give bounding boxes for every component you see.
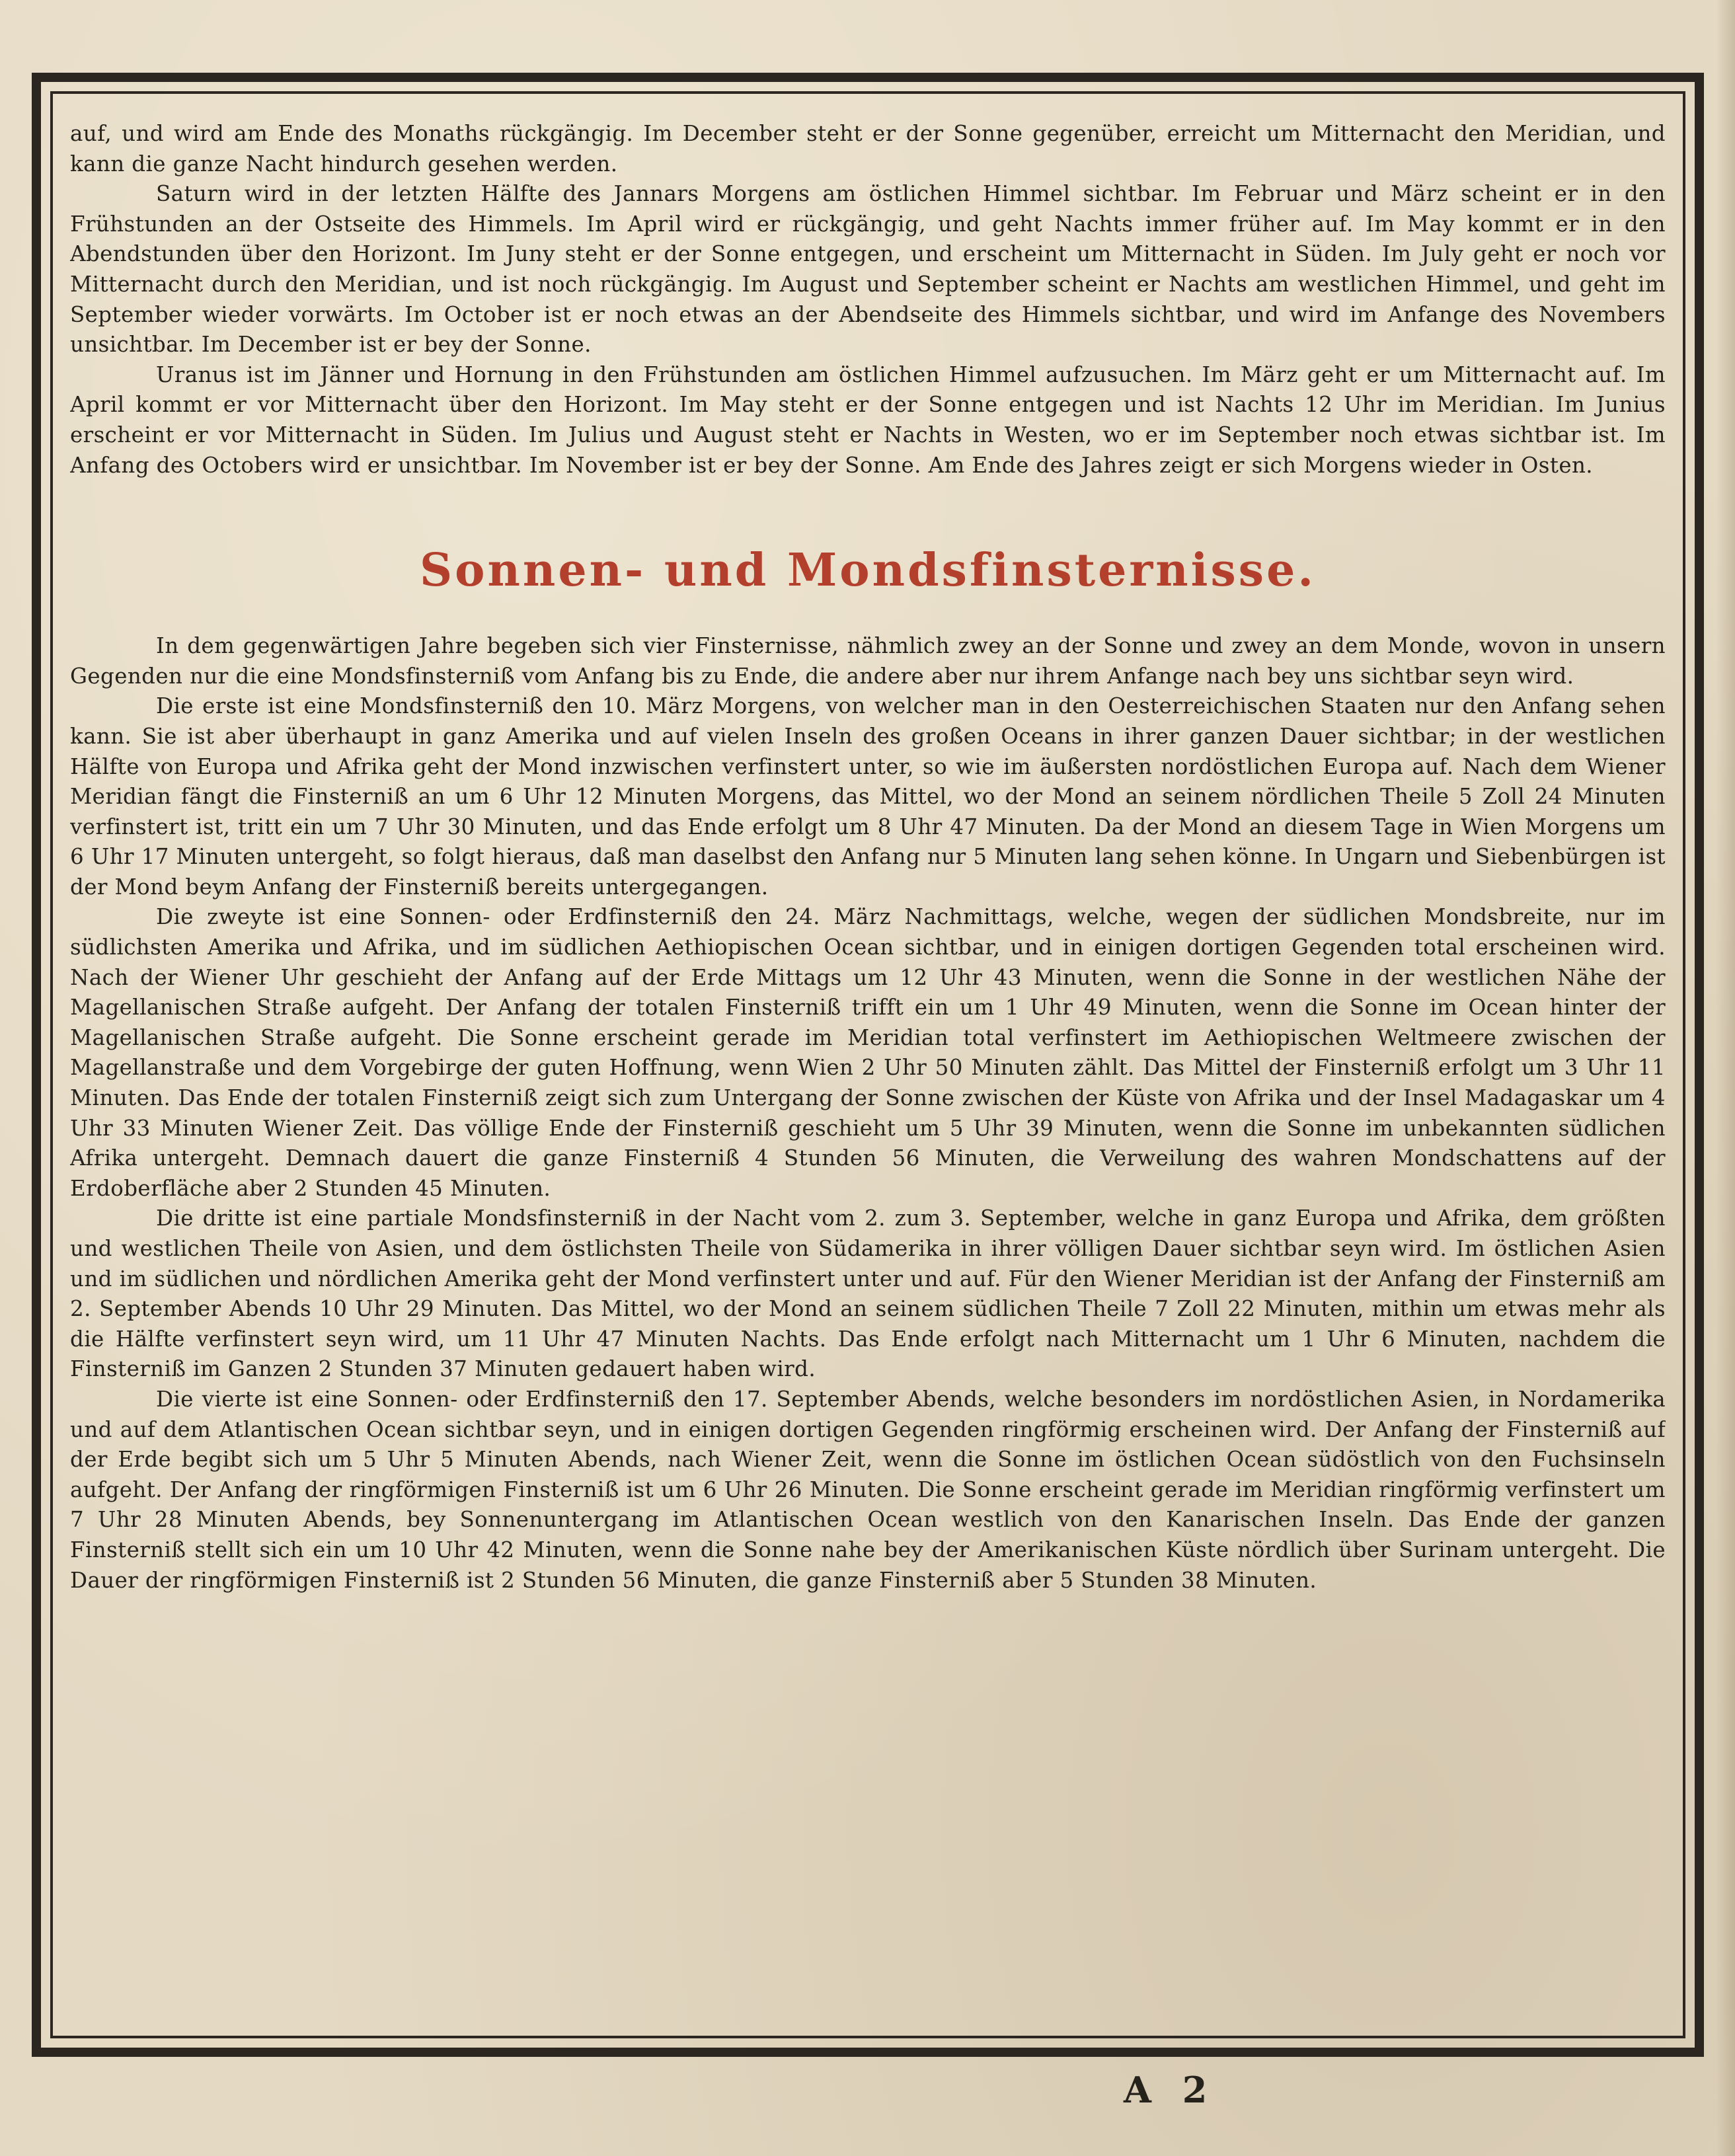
- paragraph-eclipse-first: Die erste ist eine Mondsfinsterniß den 10. März Morgens, von welcher man in den Oesterreichischen Staaten nur den Anfang sehen kann. Sie ist aber überhaupt in ganz Amerika und auf vielen Inseln des großen Oceans in ihrer ganzen Dauer sichtbar; in der westlichen Hälfte von Europa und Afrika geht der Mond inzwischen verfinstert unter, so wie im äußersten nordöstlichen Europa auf. Nach dem Wiener Meridian fängt die Finsterniß an um 6 Uhr 12 Minuten Morgens, das Mittel, wo der Mond an seinem nördlichen Theile 5 Zoll 24 Minuten verfinstert ist, tritt ein um 7 Uhr 30 Minuten, und das Ende erfolgt um 8 Uhr 47 Minuten. Da der Mond an diesem Tage in Wien Morgens um 6 Uhr 17 Minuten untergeht, so folgt hieraus, daß man daselbst den Anfang nur 5 Minuten lang sehen könne. In Ungarn und Siebenbürgen ist der Mond beym Anfang der Finsterniß bereits untergegangen.: [70, 693, 1666, 900]
- paragraph-eclipse-intro: In dem gegenwärtigen Jahre begeben sich vier Finsternisse, nähmlich zwey an der Sonne und zwey an dem Monde, wovon in unsern Gegenden nur die eine Mondsfinsterniß vom Anfang bis zu Ende, die andere aber nur ihrem Anfange nach bey uns sichtbar seyn wird.: [70, 633, 1666, 689]
- paragraph-eclipse-third: Die dritte ist eine partiale Mondsfinsterniß in der Nacht vom 2. zum 3. September, welche in ganz Europa und Afrika, dem größten und westlichen Theile von Asien, und dem östlichsten Theile von Südamerika in ihrer völligen Dauer sichtbar seyn wird. Im östlichen Asien und im südlichen und nördlichen Amerika geht der Mond verfinstert unter und auf. Für den Wiener Meridian ist der Anfang der Finsterniß am 2. September Abends 10 Uhr 29 Minuten. Das Mittel, wo der Mond an seinem südlichen Theile 7 Zoll 22 Minuten, mithin um etwas mehr als die Hälfte verfinstert seyn wird, um 11 Uhr 47 Minuten Nachts. Das Ende erfolgt nach Mitternacht um 1 Uhr 6 Minuten, nachdem die Finsterniß im Ganzen 2 Stunden 37 Minuten gedauert haben wird.: [70, 1206, 1666, 1382]
- page-edge-shadow: [1716, 0, 1735, 2156]
- paragraph-eclipse-second: Die zweyte ist eine Sonnen- oder Erdfinsterniß den 24. März Nachmittags, welche, wegen der südlichen Mondsbreite, nur im südlichsten Amerika und Afrika, und im südlichen Aethiopischen Ocean sichtbar, und in einigen dortigen Gegenden total erscheinen wird. Nach der Wiener Uhr geschieht der Anfang auf der Erde Mittags um 12 Uhr 43 Minuten, wenn die Sonne in der westlichen Nähe der Magellanischen Straße aufgeht. Der Anfang der totalen Finsterniß trifft ein um 1 Uhr 49 Minuten, wenn die Sonne im Ocean hinter der Magellanischen Straße aufgeht. Die Sonne erscheint gerade im Meridian total verfinstert im Aethiopischen Weltmeere zwischen der Magellanstraße und dem Vorgebirge der guten Hoffnung, wenn Wien 2 Uhr 50 Minuten zählt. Das Mittel der Finsterniß erfolgt um 3 Uhr 11 Minuten. Das Ende der totalen Finsterniß zeigt sich zum Untergang der Sonne zwischen der Küste von Afrika und der Insel Madagaskar um 4 Uhr 33 Minuten Wiener Zeit. Das völlige Ende der Finsterniß geschieht um 5 Uhr 39 Minuten, wenn die Sonne im unbekannten südlichen Afrika untergeht. Demnach dauert die ganze Finsterniß 4 Stunden 56 Minuten, die Verweilung des wahren Mondschattens auf der Erdoberfläche aber 2 Stunden 45 Minuten.: [70, 904, 1666, 1201]
- signature-mark: A 2: [1124, 2069, 1217, 2111]
- section-heading: Sonnen- und Mondsfinsternisse.: [419, 544, 1317, 597]
- paragraph-eclipse-fourth: Die vierte ist eine Sonnen- oder Erdfinsterniß den 17. September Abends, welche besonders im nordöstlichen Asien, in Nordamerika und auf dem Atlantischen Ocean sichtbar seyn, und in einigen dortigen Gegenden ringförmig erscheinen wird. Der Anfang der Finsterniß auf der Erde begibt sich um 5 Uhr 5 Minuten Abends, nach Wiener Zeit, wenn die Sonne im östlichen Ocean südöstlich von den Fuchsinseln aufgeht. Der Anfang der ringförmigen Finsterniß ist um 6 Uhr 26 Minuten. Die Sonne erscheint gerade im Meridian ringförmig verfinstert um 7 Uhr 28 Minuten Abends, bey Sonnenuntergang im Atlantischen Ocean westlich von den Kanarischen Inseln. Das Ende der ganzen Finsterniß stellt sich ein um 10 Uhr 42 Minuten, wenn die Sonne nahe bey der Amerikanischen Küste nördlich über Surinam untergeht. Die Dauer der ringförmigen Finsterniß ist 2 Stunden 56 Minuten, die ganze Finsterniß aber 5 Stunden 38 Minuten.: [70, 1386, 1666, 1593]
- paragraph-uranus: Uranus ist im Jänner und Hornung in den Frühstunden am östlichen Himmel aufzusuchen. Im März geht er um Mitternacht auf. Im April kommt er vor Mitternacht über den Horizont. Im May steht er der Sonne entgegen und ist Nachts 12 Uhr im Meridian. Im Junius erscheint er vor Mitternacht in Süden. Im Julius und August steht er Nachts in Westen, wo er im September noch etwas sichtbar ist. Im Anfang des Octobers wird er unsichtbar. Im November ist er bey der Sonne. Am Ende des Jahres zeigt er sich Morgens wieder in Osten.: [70, 362, 1666, 478]
- paragraph-saturn: Saturn wird in der letzten Hälfte des Jannars Morgens am östlichen Himmel sichtbar. Im Februar und März scheint er in den Frühstunden an der Ostseite des Himmels. Im April wird er rückgängig, und geht Nachts immer früher auf. Im May kommt er in den Abendstunden über den Horizont. Im Juny steht er der Sonne entgegen, und erscheint um Mitternacht in Süden. Im July geht er noch vor Mitternacht durch den Meridian, und ist noch rückgängig. Im August und September scheint er Nachts am westlichen Himmel, und geht im September wieder vorwärts. Im October ist er noch etwas an der Abendseite des Himmels sichtbar, und wird im Anfange des Novembers unsichtbar. Im December ist er bey der Sonne.: [70, 181, 1666, 358]
- paragraph-jupiter-end: auf, und wird am Ende des Monaths rückgängig. Im December steht er der Sonne gegenüber, erreicht um Mitternacht den Meridian, und kann die ganze Nacht hindurch gesehen werden.: [70, 121, 1666, 176]
- page-content: [70, 119, 1666, 2022]
